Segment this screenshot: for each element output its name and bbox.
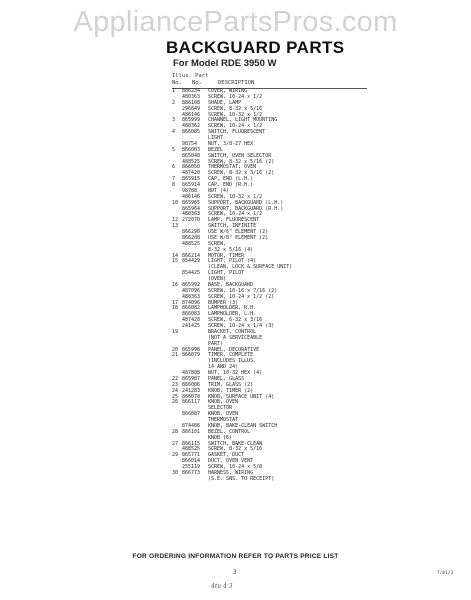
illus-number: 5: [172, 146, 176, 153]
part-description: BASE, BACKGUARD: [208, 281, 254, 288]
illus-number: 22: [172, 375, 179, 382]
part-description: 14 AND 24): [208, 364, 239, 371]
illus-number: 21: [172, 352, 179, 359]
part-number: 866083: [182, 311, 201, 318]
part-number: 487428: [182, 170, 201, 177]
part-number: 866078: [182, 393, 201, 400]
part-description: SCREW, 6-32 x 3/16: [208, 317, 263, 324]
column-header-part-no: No.: [192, 80, 202, 86]
part-number: 866101: [182, 428, 201, 435]
part-description: KNOB, BAKE-CLEAN SWITCH: [208, 422, 278, 429]
part-description: SWITCH, FLUORESCENT: [208, 129, 266, 136]
illus-number: 8: [172, 182, 176, 188]
part-description: BUMPER (3): [208, 299, 239, 306]
part-description: KNOB (6): [208, 434, 233, 441]
part-description: LIGHT, PILOT: [208, 270, 245, 277]
illus-number: 4: [172, 129, 176, 136]
page-number: 3: [233, 569, 237, 576]
part-description: SCREW, 10-24 x 5/8: [208, 464, 263, 470]
part-number: 866087: [182, 411, 201, 418]
part-description: CHANNEL, LIGHT MOUNTING: [208, 117, 278, 124]
model-subtitle: For Model RDE 3950 W: [173, 58, 277, 69]
part-description: DUCT, OVEN VENT: [208, 458, 254, 465]
part-description: USE W/8" ELEMENT (2): [208, 234, 269, 241]
part-description: LIGHT, PILOT (4): [208, 258, 257, 265]
part-number: 98754: [182, 140, 198, 147]
part-number: 487808: [182, 370, 201, 376]
illus-number: 23: [172, 381, 179, 388]
part-number: 480362: [182, 123, 201, 130]
illus-number: 2: [172, 99, 176, 106]
illus-number: 24: [172, 387, 179, 394]
part-description: SELECTOR: [208, 405, 233, 412]
part-description: LIGHT: [208, 135, 224, 141]
part-number: 866115: [182, 440, 201, 447]
illus-number: 13: [172, 223, 179, 230]
part-description: LAMPHOLDER, L.H.: [208, 311, 257, 318]
part-description: 8-32 x 5/16 (4): [208, 246, 254, 253]
illus-number: 29: [172, 452, 179, 459]
part-description: SCREW, 8-32 x 5/16: [208, 105, 263, 112]
part-description: (INCLUDES ILLUS.: [208, 358, 257, 365]
illus-number: 27: [172, 440, 179, 447]
part-description: SUPPORT, BACKGUARD (R.H.): [208, 205, 284, 212]
part-description: GASKET, DUCT: [208, 452, 245, 459]
part-description: SCREW, 10-24 x 1/2: [208, 211, 263, 218]
parts-list: [172, 89, 382, 483]
part-description: KNOB, TIMER (2): [208, 387, 254, 394]
column-header-description: DESCRIPTION: [218, 80, 255, 86]
part-number: 272070: [182, 217, 201, 224]
illus-number: 20: [172, 346, 179, 353]
part-description: BEZEL: [208, 146, 224, 153]
part-description: SCREW, 8-32 x 5/16: [208, 446, 263, 453]
part-description: SHADE, LAMP: [208, 99, 242, 106]
page-code: 7/81/3: [437, 571, 454, 576]
part-description: NUT, 10-32 HEX (4): [208, 370, 263, 376]
part-number: 854429: [182, 258, 201, 265]
part-number: 866288: [182, 234, 201, 241]
part-description: MOTOR, TIMER: [208, 252, 245, 259]
part-description: SCREW,: [208, 240, 227, 247]
part-number: 865999: [182, 117, 201, 124]
illus-number: 3: [172, 117, 176, 124]
part-number: 866773: [182, 469, 201, 476]
handwritten-note: 4tu 4 3: [211, 583, 233, 590]
part-number: 241425: [182, 323, 201, 329]
part-number: 866006: [182, 381, 201, 388]
part-description: SCREW, 10-24 x 1/4 (3): [208, 323, 275, 329]
part-number: 480363: [182, 211, 201, 218]
column-header-illus-part: Illus. Part: [172, 73, 209, 79]
illus-number: 28: [172, 428, 179, 435]
part-number: 487096: [182, 287, 201, 294]
page-title: BACKGUARD PARTS: [166, 38, 345, 57]
part-number: 865771: [182, 452, 201, 459]
part-number: 865048: [182, 152, 201, 159]
part-description: CAP, END (R.H.): [208, 182, 254, 188]
part-description: TIMER, COMPLETE: [208, 352, 254, 359]
part-description: HARNESS, WIRING: [208, 469, 254, 476]
part-description: SWITCH, INFINITE: [208, 223, 257, 230]
illus-number: 25: [172, 393, 179, 400]
part-description: SWITCH, BAKE-CLEAN: [208, 440, 263, 447]
part-description: PANEL, DECORATIVE: [208, 346, 260, 353]
part-number: 865992: [182, 281, 201, 288]
part-number: 886108: [182, 99, 201, 106]
part-description: COVER, WIRING: [208, 88, 248, 94]
part-description: SCREW, 10-24 x 1/2 (2): [208, 293, 275, 300]
part-description: THERMOSTAT: [208, 417, 239, 423]
illus-number: 14: [172, 252, 179, 259]
part-description: SCREW, 8-32 x 3/16 (2): [208, 170, 275, 177]
watermark-text: AppliancePartsPros.com: [73, 6, 398, 38]
part-description: SCREW, 10-24 x 1/2: [208, 93, 263, 100]
part-description: THERMOSTAT, OVEN: [208, 164, 257, 171]
part-description: SCREW, 10-32 x 1/2: [208, 111, 263, 118]
part-number: 865987: [182, 375, 201, 382]
part-description: BRACKET, CONTROL: [208, 328, 257, 335]
part-number: 866082: [182, 305, 201, 312]
part-number: 486146: [182, 111, 201, 118]
part-description: SCREW, 10-24 x 1/2: [208, 123, 263, 130]
illus-number: 1: [172, 88, 176, 94]
illus-number: 10: [172, 199, 179, 206]
part-number: 486146: [182, 193, 201, 200]
column-header-illus-no: No.: [172, 80, 182, 86]
part-number: 488525: [182, 158, 201, 165]
part-description: (CLEAN, LOCK & SURFACE UNIT): [208, 264, 293, 271]
illus-number: 6: [172, 164, 176, 171]
illus-number: 16: [172, 281, 179, 288]
part-description: SCREW, 10-32 x 1/2: [208, 193, 263, 200]
part-number: 854425: [182, 270, 201, 277]
part-number: 886234: [182, 88, 201, 94]
illus-number: 30: [172, 469, 179, 476]
part-description: (OVEN): [208, 276, 227, 282]
illus-number: 26: [172, 399, 179, 406]
part-number: 241283: [182, 387, 201, 394]
part-number: 866003: [182, 146, 201, 153]
illus-number: 12: [172, 217, 179, 224]
part-number: 480363: [182, 293, 201, 300]
part-number: 866014: [182, 458, 201, 465]
part-description: NUT (4): [208, 187, 230, 194]
part-number: 865965: [182, 199, 201, 206]
ordering-info-footer: FOR ORDERING INFORMATION REFER TO PARTS PRICE LIST: [132, 553, 339, 560]
illus-number: 15: [172, 258, 179, 265]
part-number: 296849: [182, 105, 201, 112]
illus-number: 17: [172, 299, 179, 306]
part-description: SCREW, 10-16 x 7/16 (2): [208, 287, 278, 294]
part-number: 487428: [182, 317, 201, 324]
part-description: KNOB, OVEN: [208, 411, 239, 418]
part-description: SCREW, 8-32 x 5/16 (2): [208, 158, 275, 165]
part-description: BEZEL, CONTROL: [208, 428, 251, 435]
part-number: 480363: [182, 93, 201, 100]
part-description: LAMPHOLDER, R.H.: [208, 305, 257, 312]
part-description: KNOB, SURFACE UNIT (4): [208, 393, 275, 400]
part-description: SUPPORT, BACKGUARD (L.H.): [208, 199, 284, 206]
part-description: KNOB, OVEN: [208, 399, 239, 406]
part-number: 865998: [182, 346, 201, 353]
part-number: 866290: [182, 229, 201, 235]
part-number: 488525: [182, 240, 201, 247]
part-number: 866050: [182, 164, 201, 171]
part-description: USE W/6" ELEMENT (2): [208, 229, 269, 235]
part-description: (NOT A SERVICEABLE: [208, 334, 263, 341]
part-description: NUT, 3/8-27 HEX: [208, 140, 254, 147]
part-description: (S.E. SNS. TO RECEIPT): [208, 475, 275, 482]
part-number: 866079: [182, 352, 201, 359]
part-number: 98788: [182, 187, 198, 194]
part-description: CAP, END (L.H.): [208, 176, 254, 183]
illus-number: 7: [172, 176, 176, 183]
part-description: TRIM, GLASS (2): [208, 381, 254, 388]
part-description: SWITCH, OVEN SELECTOR: [208, 152, 272, 159]
part-description: PART): [208, 340, 224, 347]
part-description: PANEL, GLASS: [208, 375, 245, 382]
part-description: LAMP, FLUORESCENT: [208, 217, 260, 224]
part-number: 865914: [182, 182, 201, 188]
part-number: 488525: [182, 446, 201, 453]
illus-number: 19: [172, 328, 179, 335]
part-number: 866117: [182, 399, 201, 406]
part-number: 865915: [182, 176, 201, 183]
part-number: 255119: [182, 464, 201, 470]
part-number: 874096: [182, 299, 201, 306]
part-number: 865964: [182, 205, 201, 212]
part-number: 866085: [182, 129, 201, 136]
illus-number: 18: [172, 305, 179, 312]
part-number: 866214: [182, 252, 201, 259]
part-number: 874406: [182, 422, 201, 429]
parts-list-row: [172, 477, 382, 483]
